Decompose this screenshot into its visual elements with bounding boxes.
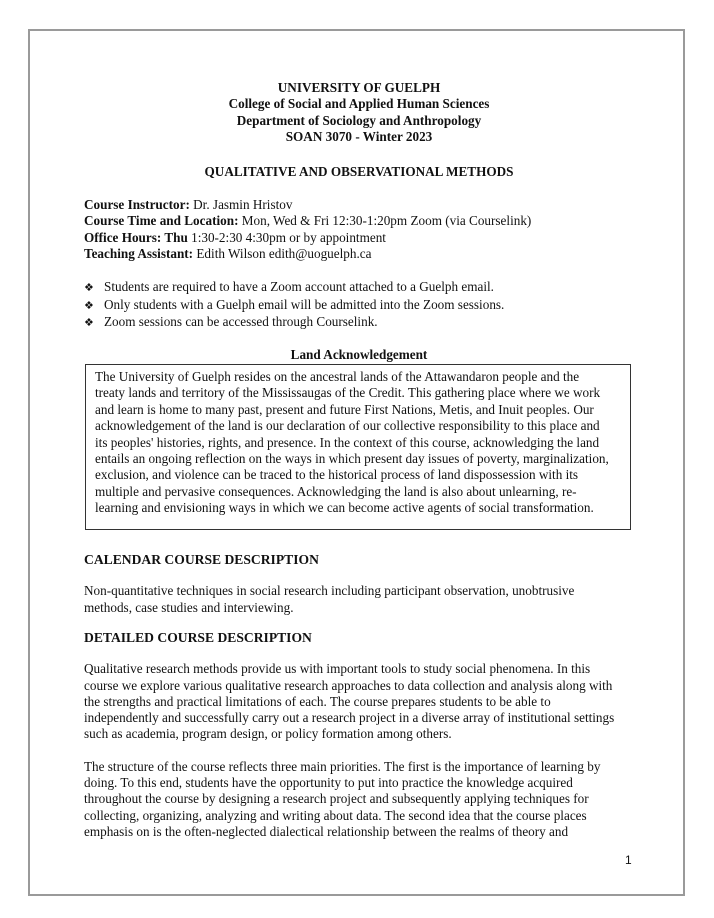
info-line-instructor <box>84 197 634 213</box>
bullet-text: Only students with a Guelph email will be admitted into the Zoom sessions. <box>104 296 505 312</box>
land-acknowledgement-heading: Land Acknowledgement <box>290 346 428 362</box>
info-label: Course Time and Location: <box>84 213 239 229</box>
detailed-description-heading: DETAILED COURSE DESCRIPTION <box>84 630 312 645</box>
box-line: and learn is home to many past, present and future First Nations, Metis, and Inuit peoples. Our <box>95 401 594 417</box>
course-code: SOAN 3070 - Winter 2023 <box>285 129 433 145</box>
text-line: the strengths and practical limitations of each. The course prepares students to be able to <box>84 693 551 709</box>
text-line: throughout the course by designing a research project and subsequently applying techniques for <box>84 791 589 807</box>
university-name: UNIVERSITY OF GUELPH <box>277 80 441 95</box>
calendar-description-section <box>84 552 644 616</box>
department-name: Department of Sociology and Anthropology <box>236 112 482 128</box>
list-item <box>84 314 634 331</box>
text-line: emphasis on is the often-neglected dialectical relationship between the realms of theory and <box>84 823 569 839</box>
info-value: Dr. Jasmin Hristov <box>189 196 293 212</box>
land-acknowledgement-box <box>85 364 631 530</box>
info-line-office-hours <box>84 230 634 246</box>
info-value: Mon, Wed & Fri 12:30-1:20pm Zoom (via Courselink) <box>238 213 532 229</box>
info-label: Teaching Assistant: <box>84 246 194 262</box>
text-line: collecting, organizing, analyzing and writing about data. The second idea that the course places <box>84 807 587 823</box>
detailed-paragraph-2 <box>84 759 644 840</box>
box-line: learning and envisioning ways in which we can become active agents of social transformation. <box>95 500 594 516</box>
calendar-description-heading: CALENDAR COURSE DESCRIPTION <box>84 552 319 567</box>
info-label: Office Hours: Thu <box>84 229 188 245</box>
text-line: doing. To this end, students have the opportunity to put into practice the knowledge acquired <box>84 775 573 791</box>
text-line: methods, case studies and interviewing. <box>84 599 294 615</box>
info-value: 1:30-2:30 4:30pm or by appointment <box>187 229 386 245</box>
bullet-text: Students are required to have a Zoom account attached to a Guelph email. <box>104 279 494 295</box>
calendar-description-text <box>84 583 644 616</box>
text-line: Qualitative research methods provide us with important tools to study social phenomena. In this <box>84 661 591 677</box>
info-line-ta <box>84 246 634 262</box>
info-value: Edith Wilson edith@uoguelph.ca <box>193 246 372 262</box>
document-page <box>84 80 634 363</box>
text-line: Non-quantitative techniques in social research including participant observation, unobtrusive <box>84 583 575 599</box>
diamond-bullet-icon: ❖ <box>84 298 94 312</box>
zoom-bullet-list <box>84 279 634 331</box>
box-line: acknowledgement of the land is our declaration of our collective responsibility to this place and <box>95 418 600 434</box>
course-title: QUALITATIVE AND OBSERVATIONAL METHODS <box>204 163 514 179</box>
box-line: treaty lands and territory of the Mississaugas of the Credit. This gathering place where we work <box>95 385 601 401</box>
text-line: such as academia, program design, or policy formation among others. <box>84 726 452 742</box>
document-header <box>84 80 634 146</box>
course-info <box>84 197 634 263</box>
box-line: multiple and pervasive consequences. Acknowledging the land is also about unlearning, re- <box>95 483 577 499</box>
text-line: The structure of the course reflects three main priorities. The first is the importance of learning by <box>84 758 601 774</box>
list-item <box>84 279 634 296</box>
box-line: entails an ongoing reflection on the ways in which present day issues of poverty, marginalization, <box>95 451 609 467</box>
diamond-bullet-icon: ❖ <box>84 281 94 295</box>
detailed-description-section <box>84 630 644 840</box>
page-number: 1 <box>625 853 632 867</box>
text-line: independently and successfully carry out a research project in a diverse array of institutional settings <box>84 710 615 726</box>
box-line: its peoples' histories, rights, and presence. In the context of this course, acknowledging the land <box>95 434 600 450</box>
box-line: exclusion, and violence can be traced to the historical process of land dispossession with its <box>95 467 579 483</box>
college-name: College of Social and Applied Human Sciences <box>228 96 490 112</box>
info-label: Course Instructor: <box>84 196 190 212</box>
box-line: The University of Guelph resides on the ancestral lands of the Attawandaron people and the <box>95 369 580 384</box>
bullet-text: Zoom sessions can be accessed through Courselink. <box>104 314 378 330</box>
detailed-paragraph-1 <box>84 661 644 742</box>
diamond-bullet-icon: ❖ <box>84 316 94 330</box>
info-line-time <box>84 213 634 229</box>
list-item <box>84 297 634 314</box>
text-line: course we explore various qualitative research approaches to data collection and analysis along with <box>84 677 613 693</box>
